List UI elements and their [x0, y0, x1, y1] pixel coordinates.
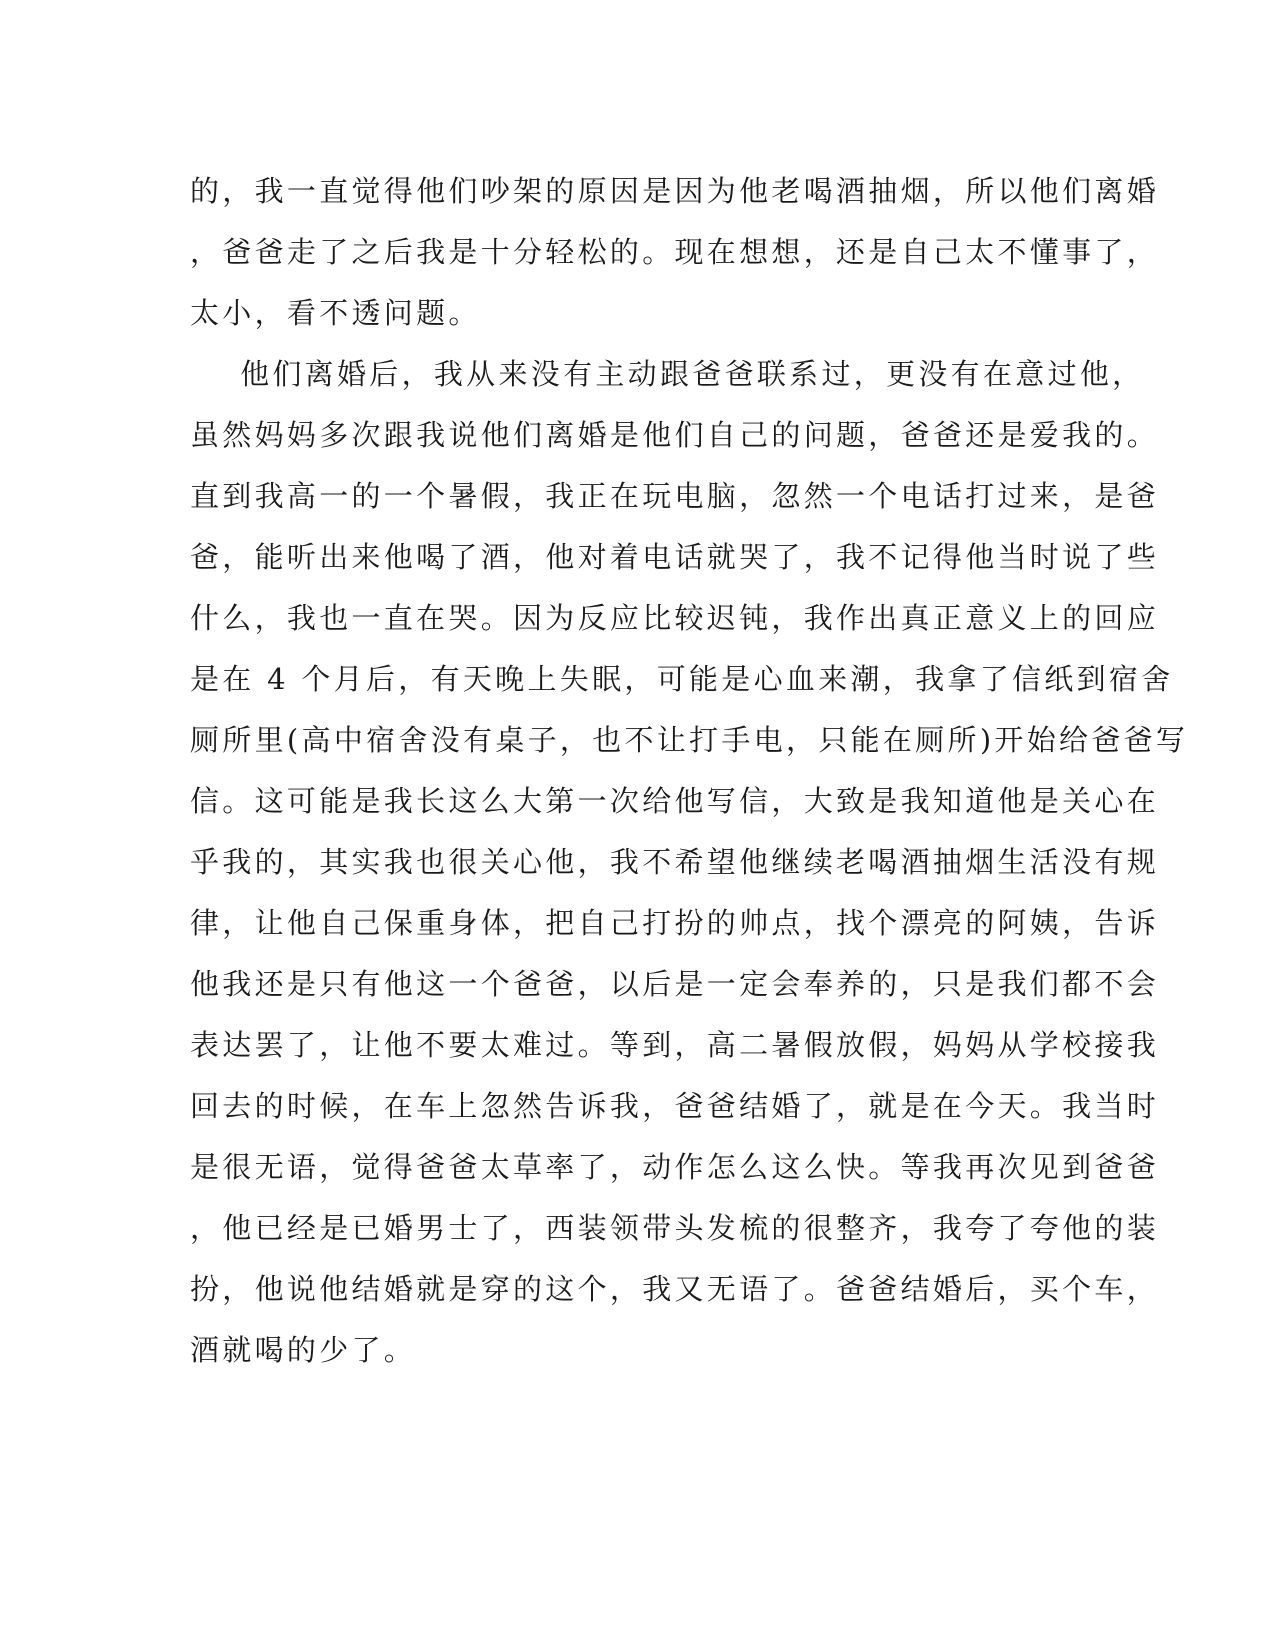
text-line: 的，我一直觉得他们吵架的原因是因为他老喝酒抽烟，所以他们离婚 [190, 174, 1160, 208]
text-line: 虽然妈妈多次跟我说他们离婚是他们自己的问题，爸爸还是爱我的。 [190, 418, 1160, 452]
text-line: 是在 4 个月后，有天晚上失眠，可能是心血来潮，我拿了信纸到宿舍 [190, 662, 1174, 696]
text-line: 乎我的，其实我也很关心他，我不希望他继续老喝酒抽烟生活没有规 [190, 845, 1160, 879]
text-line: 回去的时候，在车上忽然告诉我，爸爸结婚了，就是在今天。我当时 [190, 1089, 1160, 1123]
text-line: 酒就喝的少了。 [190, 1333, 417, 1367]
text-line: 律，让他自己保重身体，把自己打扮的帅点，找个漂亮的阿姨，告诉 [190, 906, 1160, 940]
text-line: 他我还是只有他这一个爸爸，以后是一定会奉养的，只是我们都不会 [190, 967, 1160, 1001]
text-line: 他们离婚后，我从来没有主动跟爸爸联系过，更没有在意过他， [190, 357, 1145, 391]
text-line: 是很无语，觉得爸爸太草率了，动作怎么这么快。等我再次见到爸爸 [190, 1150, 1160, 1184]
text-line: 扮，他说他结婚就是穿的这个，我又无语了。爸爸结婚后，买个车， [190, 1272, 1160, 1306]
text-line: 表达罢了，让他不要太难过。等到，高二暑假放假，妈妈从学校接我 [190, 1028, 1160, 1062]
text-line: ，爸爸走了之后我是十分轻松的。现在想想，还是自己太不懂事了， [190, 235, 1160, 269]
text-line: 太小，看不透问题。 [190, 296, 481, 330]
text-line: 直到我高一的一个暑假，我正在玩电脑，忽然一个电话打过来，是爸 [190, 479, 1160, 513]
text-line: 什么，我也一直在哭。因为反应比较迟钝，我作出真正意义上的回应 [190, 601, 1160, 635]
text-line: 爸，能听出来他喝了酒，他对着电话就哭了，我不记得他当时说了些 [190, 540, 1160, 574]
text-line: 厕所里(高中宿舍没有桌子，也不让打手电，只能在厕所)开始给爸爸写 [190, 723, 1189, 757]
text-line: 信。这可能是我长这么大第一次给他写信，大致是我知道他是关心在 [190, 784, 1160, 818]
body-text [190, 161, 1189, 1381]
text-line: ，他已经是已婚男士了，西装领带头发梳的很整齐，我夸了夸他的装 [190, 1211, 1160, 1245]
